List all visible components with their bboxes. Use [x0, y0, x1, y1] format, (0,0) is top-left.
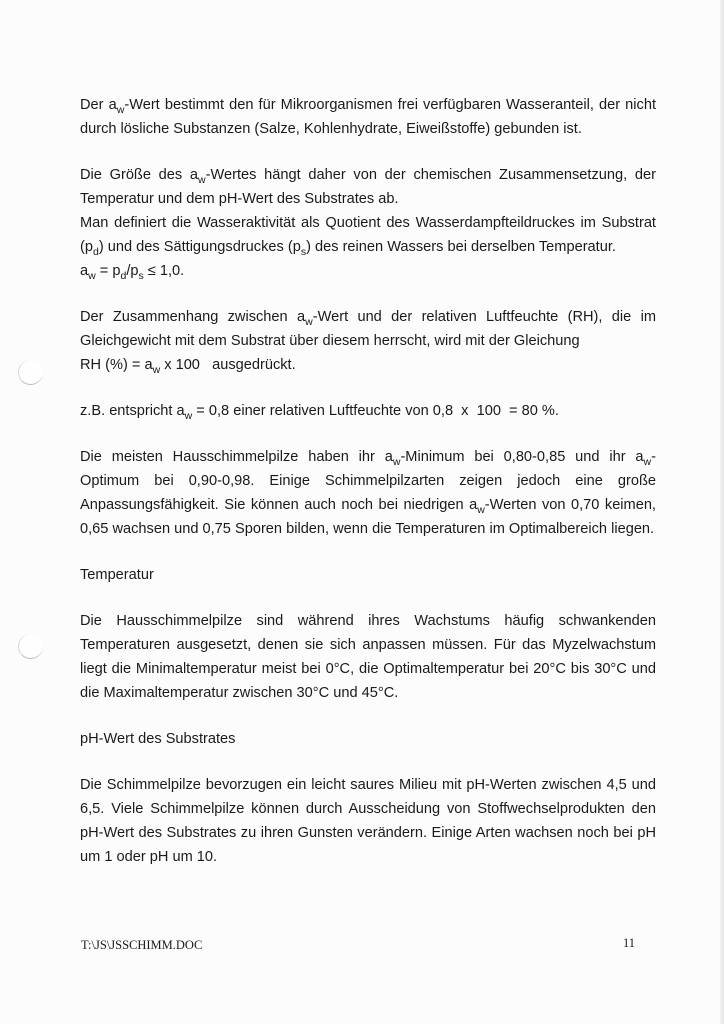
paragraph-aw-definition	[80, 93, 656, 141]
footer-file-path: T:\JS\JSSCHIMM.DOC	[81, 938, 203, 952]
paragraph-water-activity	[80, 211, 656, 259]
text: Die meisten Hausschimmelpilze haben ihr a	[80, 449, 393, 465]
subscript: w	[643, 456, 652, 468]
text: -Werten von 0,70 keimen, 0,65 wachsen und 0,75 Sporen bilden, wenn die Temperaturen im Optimalbereich liegen.	[80, 497, 656, 537]
text: Man definiert die Wasseraktivität als Quotient des Wasserdampfteildruckes im Substrat (p	[80, 215, 656, 255]
subscript: w	[305, 316, 313, 328]
text: = 0,8 einer relativen Luftfeuchte von 0,8 x 100 = 80 %.	[192, 403, 559, 419]
subscript: w	[116, 104, 125, 116]
text: -Optimum bei 0,90-0,98. Einige Schimmelpilzarten zeigen jedoch eine große Anpassungsfähigkeit. Sie können auch noch bei niedrigen a	[80, 449, 656, 513]
text: = p	[95, 263, 121, 279]
text: x 100 ausgedrückt.	[160, 357, 296, 373]
paragraph-temperature: Die Hausschimmelpilze sind während ihres Wachstums häufig schwankenden Temperaturen ausgesetzt, denen sie sich anpassen müssen. Für das Myzelwachstum liegt die Minimaltemperatur meist bei 0°C, die Optimaltemperatur bei 20°C bis 30°C und die Maximaltemperatur zwischen 30°C und 45°C.	[80, 613, 656, 701]
text: z.B. entspricht a	[80, 403, 185, 419]
subscript: s	[300, 246, 307, 258]
subscript: w	[392, 456, 401, 468]
paragraph-relative-humidity	[80, 305, 656, 353]
heading-temperature: Temperatur	[80, 567, 154, 583]
footer-page-number: 11	[623, 936, 636, 950]
text: Der a	[80, 97, 117, 113]
punch-hole-bottom	[18, 634, 43, 659]
subscript: s	[138, 270, 144, 282]
text: Der Zusammenhang zwischen a	[80, 309, 306, 325]
paragraph-mold-aw	[80, 445, 656, 541]
subscript: w	[88, 270, 96, 282]
paragraph-example	[80, 399, 656, 423]
paragraph-aw-size	[80, 163, 656, 211]
subscript: w	[477, 504, 485, 516]
text: -Wert bestimmt den für Mikroorganismen frei verfügbaren Wasseranteil, der nicht durch lösliche Substanzen (Salze, Kohlenhydrate, Eiweißstoffe) gebunden ist.	[80, 97, 656, 137]
text: ≤ 1,0.	[143, 263, 185, 279]
text: Die Größe des a	[80, 167, 199, 183]
subscript: w	[184, 410, 193, 422]
heading-ph: pH-Wert des Substrates	[80, 731, 236, 747]
text: /p	[126, 263, 139, 279]
formula-rh	[80, 353, 656, 377]
document-body	[80, 93, 656, 869]
paragraph-ph: Die Schimmelpilze bevorzugen ein leicht saures Milieu mit pH-Werten zwischen 4,5 und 6,5. Viele Schimmelpilze können durch Ausscheidung von Stoffwechselprodukten den pH-Wert des Substrates zu ihren Gunsten verändern. Einige Arten wachsen noch bei pH um 1 oder pH um 10.	[80, 777, 656, 865]
text: ) des reinen Wassers bei derselben Temperatur.	[306, 239, 616, 255]
subscript: d	[92, 246, 99, 258]
subscript: d	[120, 270, 127, 282]
subscript: w	[198, 174, 206, 186]
text: -Minimum bei 0,80-0,85 und ihr a	[400, 449, 644, 465]
punch-hole-top	[18, 360, 43, 385]
text: -Wert und der relativen Luftfeuchte (RH), die im Gleichgewicht mit dem Substrat über diesem herrscht, wird mit der Gleichung	[80, 309, 657, 349]
subscript: w	[152, 364, 161, 376]
text: a	[80, 263, 89, 279]
page-edge	[720, 0, 724, 1024]
formula-aw	[80, 259, 656, 283]
text: ) und des Sättigungsdruckes (p	[98, 239, 301, 255]
text: -Wertes hängt daher von der chemischen Zusammensetzung, der Temperatur und dem pH-Wert des Substrates ab.	[80, 167, 656, 207]
text: RH (%) = a	[80, 357, 153, 373]
